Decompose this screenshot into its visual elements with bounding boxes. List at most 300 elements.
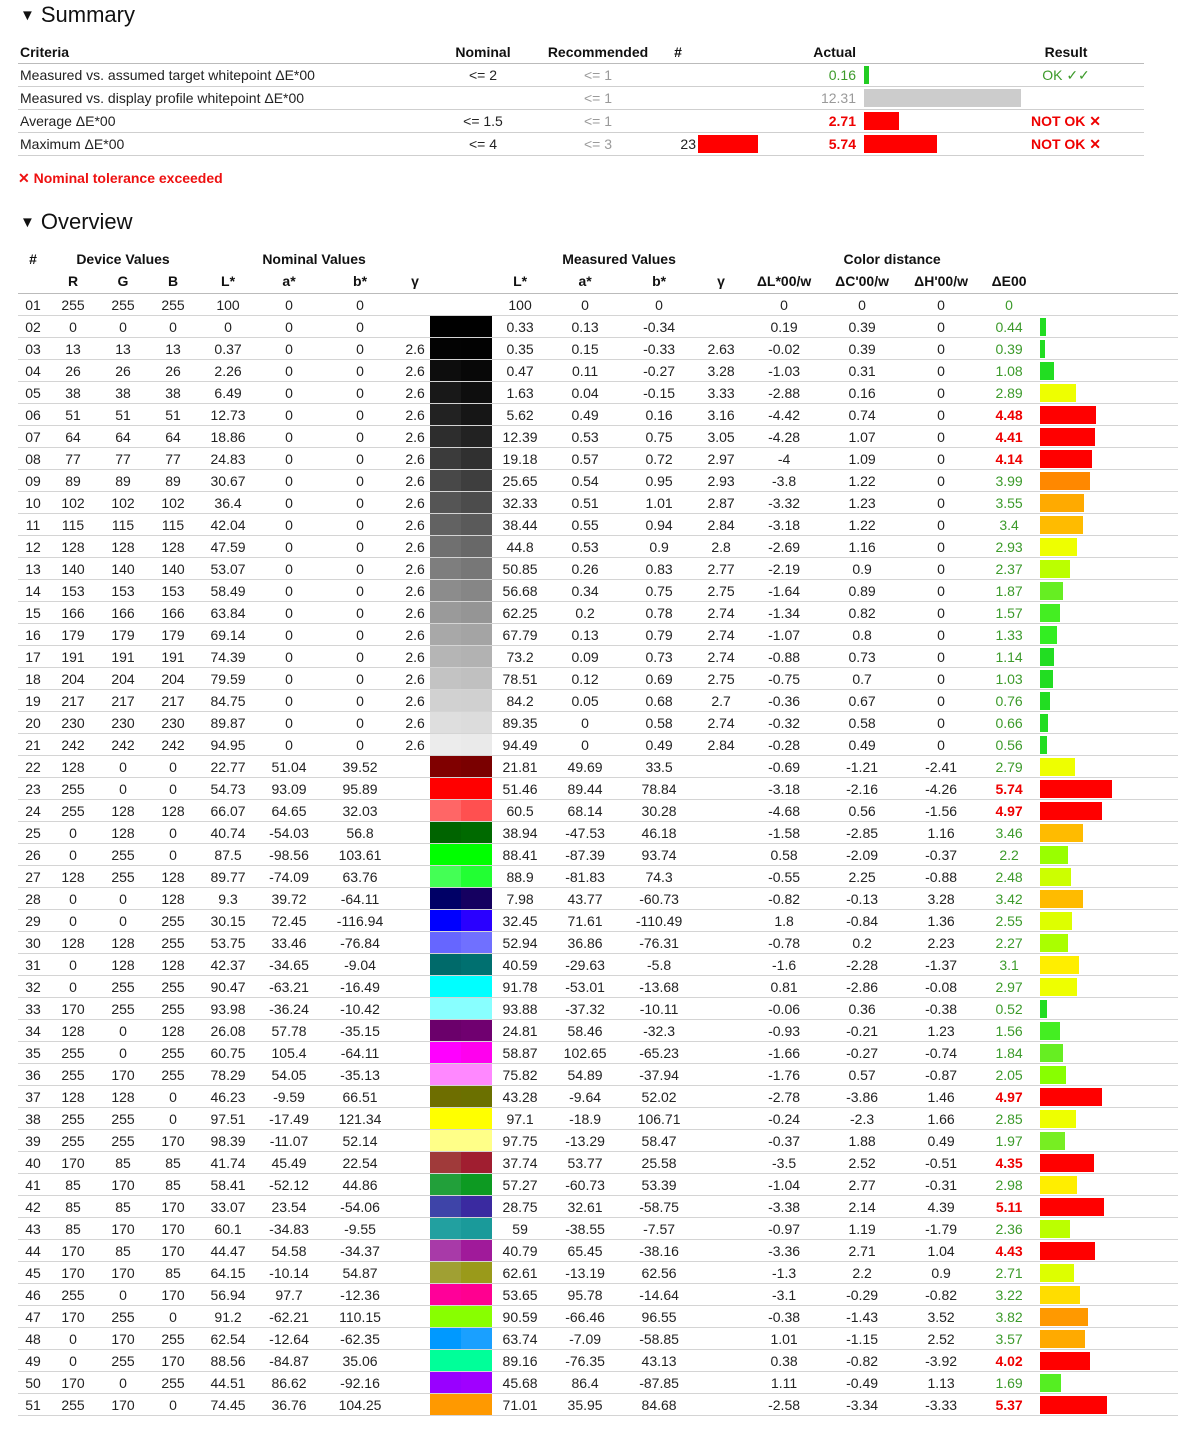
- delta-e-bar-cell: [1038, 712, 1178, 734]
- color-distance-header: Color distance: [843, 250, 941, 267]
- swatch-half: [461, 888, 492, 909]
- device-g-cell: 170: [98, 1174, 148, 1196]
- nominal-a-cell: 39.72: [258, 888, 320, 910]
- measured-l-cell: 21.81: [492, 756, 548, 778]
- delta-c-cell: -0.27: [822, 1042, 902, 1064]
- measured-l-cell: 44.8: [492, 536, 548, 558]
- measured-l-cell: 24.81: [492, 1020, 548, 1042]
- delta-e-cell: 1.69: [980, 1372, 1038, 1394]
- delta-e-cell: 5.37: [980, 1394, 1038, 1416]
- delta-h-cell: -1.37: [902, 954, 980, 976]
- measured-l-cell: 0.33: [492, 316, 548, 338]
- nominal-l-cell: 93.98: [198, 998, 258, 1020]
- nominal-b-cell: 0: [320, 448, 400, 470]
- row-number-cell: 15: [18, 602, 48, 624]
- delta-e-bar: [1040, 824, 1083, 842]
- swatch-half: [461, 646, 492, 667]
- delta-e-bar-cell: [1038, 1350, 1178, 1372]
- nominal-l-cell: 18.86: [198, 426, 258, 448]
- overview-row: [18, 712, 1178, 734]
- measured-a-cell: 95.78: [548, 1284, 622, 1306]
- swatch-half: [430, 866, 461, 887]
- criteria-cell: Measured vs. display profile whitepoint ΔE*00: [18, 87, 428, 110]
- swatch-half: [461, 756, 492, 777]
- measured-l-cell: 75.82: [492, 1064, 548, 1086]
- delta-c-cell: 0: [822, 294, 902, 316]
- measured-b-cell: 93.74: [622, 844, 696, 866]
- device-g-cell: 102: [98, 492, 148, 514]
- swatch-half: [430, 624, 461, 645]
- measured-gamma-cell: 2.63: [696, 338, 746, 360]
- device-b-cell: 170: [148, 1130, 198, 1152]
- summary-table: [18, 41, 1144, 156]
- device-g-cell: 217: [98, 690, 148, 712]
- nominal-a-cell: 0: [258, 294, 320, 316]
- delta-c-cell: 1.09: [822, 448, 902, 470]
- delta-c-cell: -1.43: [822, 1306, 902, 1328]
- measured-a-cell: 36.86: [548, 932, 622, 954]
- measured-l-cell: 5.62: [492, 404, 548, 426]
- measured-a-cell: 89.44: [548, 778, 622, 800]
- color-swatch: [430, 1328, 492, 1350]
- measured-b-cell: 0: [622, 294, 696, 316]
- delta-e-cell: 3.99: [980, 470, 1038, 492]
- device-r-cell: 0: [48, 888, 98, 910]
- device-g-cell: 255: [98, 844, 148, 866]
- actual-bar-cell: [858, 110, 988, 133]
- delta-l-cell: -1.03: [746, 360, 822, 382]
- device-g-cell: 128: [98, 536, 148, 558]
- measured-gamma-cell: [696, 778, 746, 800]
- measured-b-cell: 74.3: [622, 866, 696, 888]
- swatch-half: [461, 602, 492, 623]
- measured-b-cell: -5.8: [622, 954, 696, 976]
- delta-e-bar: [1040, 670, 1053, 688]
- device-b-cell: 140: [148, 558, 198, 580]
- device-r-cell: 128: [48, 1020, 98, 1042]
- delta-e-bar-cell: [1038, 470, 1178, 492]
- device-r-cell: 26: [48, 360, 98, 382]
- delta-e-bar: [1040, 1396, 1107, 1414]
- row-number-cell: 48: [18, 1328, 48, 1350]
- delta-c-cell: 1.07: [822, 426, 902, 448]
- delta-h-cell: 0: [902, 514, 980, 536]
- nominal-a-cell: 93.09: [258, 778, 320, 800]
- overview-section-title[interactable]: [20, 209, 133, 235]
- nominal-b-cell: 52.14: [320, 1130, 400, 1152]
- measured-gamma-cell: [696, 1328, 746, 1350]
- swatch-half: [461, 1306, 492, 1327]
- measured-l-cell: 57.27: [492, 1174, 548, 1196]
- nominal-b-cell: 0: [320, 294, 400, 316]
- measured-b-cell: -37.94: [622, 1064, 696, 1086]
- device-b-cell: 255: [148, 910, 198, 932]
- measured-gamma-cell: 2.74: [696, 646, 746, 668]
- measured-l-cell: 63.74: [492, 1328, 548, 1350]
- delta-h-cell: 2.52: [902, 1328, 980, 1350]
- nominal-a-cell: -17.49: [258, 1108, 320, 1130]
- overview-row: [18, 1306, 1178, 1328]
- nominal-b-cell: 103.61: [320, 844, 400, 866]
- delta-e-cell: 0.56: [980, 734, 1038, 756]
- delta-e-bar-cell: [1038, 800, 1178, 822]
- measured-a-cell: 54.89: [548, 1064, 622, 1086]
- overview-row: [18, 1042, 1178, 1064]
- nominal-l-cell: 56.94: [198, 1284, 258, 1306]
- delta-c-cell: 0.58: [822, 712, 902, 734]
- swatch-half: [430, 778, 461, 799]
- delta-e-bar-cell: [1038, 338, 1178, 360]
- delta-e-bar: [1040, 714, 1048, 732]
- nominal-a-cell: 0: [258, 712, 320, 734]
- swatch-half: [430, 1152, 461, 1173]
- delta-h-cell: 2.23: [902, 932, 980, 954]
- nominal-a-cell: 0: [258, 514, 320, 536]
- measured-l-cell: 1.63: [492, 382, 548, 404]
- device-g-cell: 204: [98, 668, 148, 690]
- nominal-b-cell: -92.16: [320, 1372, 400, 1394]
- device-b-cell: 64: [148, 426, 198, 448]
- result-cell: NOT OK ✕: [988, 133, 1144, 156]
- delta-e-bar: [1040, 1220, 1070, 1238]
- delta-h-cell: 0: [902, 338, 980, 360]
- device-g-cell: 230: [98, 712, 148, 734]
- delta-h-cell: 0: [902, 602, 980, 624]
- overview-row: [18, 514, 1178, 536]
- nominal-l-cell: 0.37: [198, 338, 258, 360]
- measured-a-cell: -76.35: [548, 1350, 622, 1372]
- delta-l-cell: -1.58: [746, 822, 822, 844]
- row-number-cell: 47: [18, 1306, 48, 1328]
- summary-row: [18, 133, 1144, 156]
- measured-a-cell: -18.9: [548, 1108, 622, 1130]
- delta-e-bar-cell: [1038, 1240, 1178, 1262]
- color-swatch: [430, 844, 492, 866]
- measured-b-cell: 0.72: [622, 448, 696, 470]
- delta-e-cell: 2.97: [980, 976, 1038, 998]
- nominal-a-cell: 0: [258, 404, 320, 426]
- delta-l-cell: -0.06: [746, 998, 822, 1020]
- delta-c-cell: 2.14: [822, 1196, 902, 1218]
- device-r-cell: 170: [48, 1306, 98, 1328]
- swatch-half: [461, 558, 492, 579]
- device-g-cell: 85: [98, 1196, 148, 1218]
- nominal-a-cell: -11.07: [258, 1130, 320, 1152]
- overview-row: [18, 756, 1178, 778]
- device-g-cell: 0: [98, 1020, 148, 1042]
- col-delta-e-header: ΔE00: [980, 269, 1038, 294]
- swatch-half: [461, 712, 492, 733]
- nominal-l-cell: 40.74: [198, 822, 258, 844]
- nominal-a-cell: 0: [258, 624, 320, 646]
- device-r-cell: 0: [48, 954, 98, 976]
- device-r-cell: 191: [48, 646, 98, 668]
- delta-e-cell: 2.2: [980, 844, 1038, 866]
- overview-row: [18, 580, 1178, 602]
- nominal-gamma-cell: [400, 822, 430, 844]
- device-g-cell: 64: [98, 426, 148, 448]
- delta-l-cell: -0.88: [746, 646, 822, 668]
- delta-e-bar-cell: [1038, 1020, 1178, 1042]
- device-g-cell: 0: [98, 888, 148, 910]
- measured-a-cell: 0.15: [548, 338, 622, 360]
- nominal-b-cell: 0: [320, 404, 400, 426]
- col-measured-b-header: b*: [622, 269, 696, 294]
- device-r-cell: 89: [48, 470, 98, 492]
- device-r-cell: 128: [48, 932, 98, 954]
- measured-l-cell: 52.94: [492, 932, 548, 954]
- nominal-b-cell: -16.49: [320, 976, 400, 998]
- delta-e-bar-cell: [1038, 624, 1178, 646]
- device-b-cell: 191: [148, 646, 198, 668]
- nominal-gamma-cell: [400, 1262, 430, 1284]
- row-number-cell: 34: [18, 1020, 48, 1042]
- overview-row: [18, 778, 1178, 800]
- delta-e-bar-cell: [1038, 910, 1178, 932]
- nominal-b-cell: 39.52: [320, 756, 400, 778]
- nominal-l-cell: 69.14: [198, 624, 258, 646]
- delta-c-cell: 0.39: [822, 316, 902, 338]
- swatch-half: [430, 1130, 461, 1151]
- nominal-l-cell: 63.84: [198, 602, 258, 624]
- nominal-a-cell: 0: [258, 536, 320, 558]
- result-cell: NOT OK ✕: [988, 110, 1144, 133]
- nominal-l-cell: 42.37: [198, 954, 258, 976]
- swatch-half: [430, 712, 461, 733]
- row-number-cell: 20: [18, 712, 48, 734]
- row-number-cell: 24: [18, 800, 48, 822]
- nominal-gamma-cell: 2.6: [400, 624, 430, 646]
- measured-a-cell: -9.64: [548, 1086, 622, 1108]
- delta-e-bar-cell: [1038, 294, 1178, 316]
- delta-e-bar: [1040, 626, 1057, 644]
- device-b-cell: 170: [148, 1218, 198, 1240]
- delta-e-cell: 2.05: [980, 1064, 1038, 1086]
- nominal-a-cell: 0: [258, 646, 320, 668]
- delta-h-cell: 0: [902, 646, 980, 668]
- delta-e-cell: 2.79: [980, 756, 1038, 778]
- delta-e-bar-cell: [1038, 1394, 1178, 1416]
- measured-b-cell: -14.64: [622, 1284, 696, 1306]
- nominal-gamma-cell: [400, 1042, 430, 1064]
- delta-e-bar: [1040, 450, 1092, 468]
- measured-b-cell: -7.57: [622, 1218, 696, 1240]
- delta-l-cell: -1.64: [746, 580, 822, 602]
- nominal-gamma-cell: 2.6: [400, 690, 430, 712]
- delta-e-cell: 4.43: [980, 1240, 1038, 1262]
- device-g-cell: 140: [98, 558, 148, 580]
- recommended-cell: <= 3: [538, 133, 658, 156]
- delta-c-cell: 1.88: [822, 1130, 902, 1152]
- nominal-l-cell: 58.41: [198, 1174, 258, 1196]
- overview-row: [18, 448, 1178, 470]
- nominal-a-cell: 105.4: [258, 1042, 320, 1064]
- actual-cell: 2.71: [798, 110, 858, 133]
- nominal-gamma-cell: [400, 1284, 430, 1306]
- device-g-cell: 255: [98, 976, 148, 998]
- delta-c-cell: -2.16: [822, 778, 902, 800]
- device-g-cell: 13: [98, 338, 148, 360]
- delta-l-cell: -1.66: [746, 1042, 822, 1064]
- nominal-a-cell: -34.65: [258, 954, 320, 976]
- device-g-cell: 0: [98, 1042, 148, 1064]
- measured-l-cell: 50.85: [492, 558, 548, 580]
- measured-gamma-cell: 3.16: [696, 404, 746, 426]
- summary-section-title[interactable]: [20, 2, 135, 28]
- nominal-l-cell: 24.83: [198, 448, 258, 470]
- delta-c-cell: -2.28: [822, 954, 902, 976]
- device-r-cell: 255: [48, 1064, 98, 1086]
- delta-h-cell: 1.13: [902, 1372, 980, 1394]
- overview-row: [18, 624, 1178, 646]
- delta-e-bar-cell: [1038, 1042, 1178, 1064]
- swatch-half: [430, 426, 461, 447]
- measured-l-cell: 88.41: [492, 844, 548, 866]
- device-r-cell: 102: [48, 492, 98, 514]
- device-g-cell: 128: [98, 932, 148, 954]
- delta-e-bar-cell: [1038, 448, 1178, 470]
- delta-e-bar: [1040, 1110, 1076, 1128]
- nominal-header: Nominal: [428, 41, 538, 64]
- nominal-b-cell: -9.55: [320, 1218, 400, 1240]
- nominal-a-cell: 0: [258, 426, 320, 448]
- device-g-cell: 170: [98, 1262, 148, 1284]
- device-b-cell: 255: [148, 932, 198, 954]
- nominal-a-cell: -84.87: [258, 1350, 320, 1372]
- delta-e-bar-cell: [1038, 866, 1178, 888]
- device-g-cell: 77: [98, 448, 148, 470]
- measured-b-cell: -10.11: [622, 998, 696, 1020]
- measured-a-cell: 0.54: [548, 470, 622, 492]
- delta-e-cell: 2.27: [980, 932, 1038, 954]
- device-r-cell: 0: [48, 1350, 98, 1372]
- nominal-gamma-cell: [400, 976, 430, 998]
- swatch-half: [430, 668, 461, 689]
- delta-e-bar: [1040, 890, 1083, 908]
- device-r-cell: 115: [48, 514, 98, 536]
- measured-a-cell: 32.61: [548, 1196, 622, 1218]
- device-g-cell: 0: [98, 756, 148, 778]
- delta-h-cell: 1.36: [902, 910, 980, 932]
- nominal-b-cell: -35.13: [320, 1064, 400, 1086]
- row-number-cell: 31: [18, 954, 48, 976]
- delta-e-cell: 1.97: [980, 1130, 1038, 1152]
- delta-c-cell: 0.36: [822, 998, 902, 1020]
- count-cell: [658, 64, 698, 87]
- device-b-cell: 128: [148, 954, 198, 976]
- row-number-cell: 13: [18, 558, 48, 580]
- device-g-cell: 0: [98, 316, 148, 338]
- measured-l-cell: 40.59: [492, 954, 548, 976]
- device-g-cell: 166: [98, 602, 148, 624]
- row-number-cell: 32: [18, 976, 48, 998]
- color-swatch: [430, 1130, 492, 1152]
- swatch-half: [461, 338, 492, 359]
- device-g-cell: 255: [98, 1130, 148, 1152]
- delta-e-bar-cell: [1038, 580, 1178, 602]
- measured-gamma-cell: [696, 932, 746, 954]
- count-header: #: [658, 41, 698, 64]
- overview-row: [18, 822, 1178, 844]
- device-r-cell: 255: [48, 1284, 98, 1306]
- delta-e-bar-cell: [1038, 1152, 1178, 1174]
- delta-l-cell: -4.42: [746, 404, 822, 426]
- overview-table: [18, 248, 1178, 1416]
- device-b-cell: 153: [148, 580, 198, 602]
- measured-gamma-cell: [696, 756, 746, 778]
- measured-a-cell: 0.05: [548, 690, 622, 712]
- measured-a-cell: 0.51: [548, 492, 622, 514]
- nominal-l-cell: 74.45: [198, 1394, 258, 1416]
- color-swatch: [430, 338, 492, 360]
- delta-e-bar: [1040, 1154, 1094, 1172]
- device-r-cell: 128: [48, 536, 98, 558]
- nominal-a-cell: -52.12: [258, 1174, 320, 1196]
- col-nominal-b-header: b*: [320, 269, 400, 294]
- delta-l-cell: -0.93: [746, 1020, 822, 1042]
- swatch-half: [461, 580, 492, 601]
- measured-a-cell: 49.69: [548, 756, 622, 778]
- overview-row: [18, 976, 1178, 998]
- nominal-a-cell: 86.62: [258, 1372, 320, 1394]
- delta-e-bar-cell: [1038, 778, 1178, 800]
- count-bar-cell: [698, 64, 798, 87]
- nominal-gamma-cell: 2.6: [400, 360, 430, 382]
- delta-l-cell: -0.36: [746, 690, 822, 712]
- measured-a-cell: 0.55: [548, 514, 622, 536]
- measured-gamma-cell: [696, 1130, 746, 1152]
- nominal-b-cell: 32.03: [320, 800, 400, 822]
- device-g-cell: 255: [98, 1108, 148, 1130]
- count-cell: 23: [658, 133, 698, 156]
- swatch-half: [430, 1394, 461, 1415]
- nominal-gamma-cell: [400, 1240, 430, 1262]
- measured-gamma-cell: [696, 1108, 746, 1130]
- swatch-half: [430, 448, 461, 469]
- delta-l-cell: -0.28: [746, 734, 822, 756]
- device-b-cell: 242: [148, 734, 198, 756]
- delta-e-bar: [1040, 1000, 1047, 1018]
- measured-a-cell: 86.4: [548, 1372, 622, 1394]
- delta-e-cell: 1.33: [980, 624, 1038, 646]
- device-g-cell: 0: [98, 778, 148, 800]
- measured-l-cell: 7.98: [492, 888, 548, 910]
- nominal-gamma-cell: [400, 1328, 430, 1350]
- delta-l-cell: -3.8: [746, 470, 822, 492]
- measured-b-cell: 0.78: [622, 602, 696, 624]
- nominal-gamma-cell: 2.6: [400, 492, 430, 514]
- measured-gamma-cell: 3.28: [696, 360, 746, 382]
- delta-e-bar: [1040, 384, 1076, 402]
- measured-gamma-cell: [696, 844, 746, 866]
- delta-e-bar-cell: [1038, 932, 1178, 954]
- nominal-b-cell: -64.11: [320, 1042, 400, 1064]
- measured-b-cell: 0.83: [622, 558, 696, 580]
- delta-e-bar-cell: [1038, 382, 1178, 404]
- color-swatch: [430, 448, 492, 470]
- color-swatch: [430, 602, 492, 624]
- nominal-l-cell: 66.07: [198, 800, 258, 822]
- measured-gamma-cell: 2.84: [696, 734, 746, 756]
- device-g-cell: 170: [98, 1328, 148, 1350]
- device-b-cell: 255: [148, 1372, 198, 1394]
- recommended-cell: <= 1: [538, 110, 658, 133]
- color-swatch: [430, 404, 492, 426]
- delta-e-cell: 5.11: [980, 1196, 1038, 1218]
- nominal-b-cell: 0: [320, 470, 400, 492]
- delta-e-bar: [1040, 428, 1095, 446]
- measured-l-cell: 91.78: [492, 976, 548, 998]
